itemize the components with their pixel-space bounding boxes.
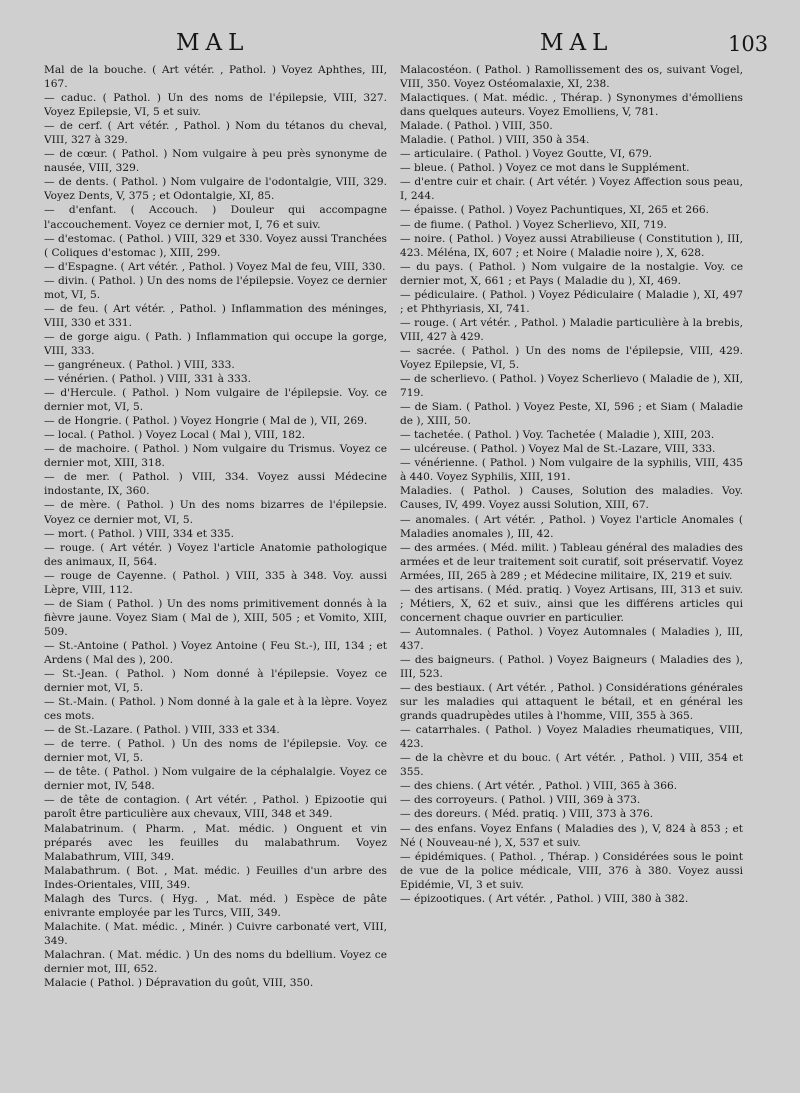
index-entry: Malacostéon. ( Pathol. ) Ramollissement des os, suivant Vogel, VIII, 350. Voyez Ostéomalaxie, XI, 238. (400, 64, 743, 91)
index-entry: — d'entre cuir et chair. ( Art vétér. ) Voyez Affection sous peau, I, 244. (400, 176, 743, 203)
index-entry: — des artisans. ( Méd. pratiq. ) Voyez Artisans, III, 313 et suiv. ; Métiers, X, 62 et suiv., ainsi que les différens articles qui concernent chaque ouvrier en particulier. (400, 583, 743, 624)
index-entry: Malacie ( Pathol. ) Dépravation du goût, VIII, 350. (44, 977, 314, 990)
left-column (44, 63, 387, 1073)
index-entry: — catarrhales. ( Pathol. ) Voyez Maladies rheumatiques, VIII, 423. (400, 724, 743, 751)
index-entry: — pédiculaire. ( Pathol. ) Voyez Pédiculaire ( Maladie ), XI, 497 ; et Phthyriasis, XI, 741. (400, 288, 743, 315)
index-entry: Maladie. ( Pathol. ) VIII, 350 à 354. (400, 134, 590, 147)
index-entry: Maladies. ( Pathol. ) Causes, Solution des maladies. Voy. Causes, IV, 499. Voyez aussi Solution, XIII, 67. (400, 485, 743, 512)
running-head-left: MAL (176, 30, 250, 56)
index-entry: Malachran. ( Mat. médic. ) Un des noms du bdellium. Voyez ce dernier mot, III, 652. (44, 948, 387, 975)
index-entry: — des bestiaux. ( Art vétér. , Pathol. ) Considérations générales sur les maladies qui attaquent le bétail, et en général les grands quadrupèdes utiles à l'homme, VIII, 355 à 365. (400, 682, 743, 723)
index-entry: — mort. ( Pathol. ) VIII, 334 et 335. (44, 527, 234, 540)
page-number: 103 (728, 32, 769, 56)
index-entry: Malachite. ( Mat. médic. , Minér. ) Cuivre carbonaté vert, VIII, 349. (44, 920, 387, 947)
index-entry: — rouge. ( Art vétér. ) Voyez l'article Anatomie pathologique des animaux, II, 564. (44, 541, 387, 568)
index-entry: — des baigneurs. ( Pathol. ) Voyez Baigneurs ( Maladies des ), III, 523. (400, 653, 743, 681)
index-entry: — de scherlievo. ( Pathol. ) Voyez Scherlievo ( Maladie de ), XII, 719. (400, 373, 743, 400)
index-entry: — rouge. ( Art vétér. , Pathol. ) Maladie particulière à la brebis, VIII, 427 à 429. (400, 316, 743, 343)
index-entry: Malagh des Turcs. ( Hyg. , Mat. méd. ) Espèce de pâte enivrante employée par les Turcs, VIII, 349. (44, 892, 387, 919)
index-entry: — de cœur. ( Pathol. ) Nom vulgaire à peu près synonyme de nausée, VIII, 329. (44, 148, 387, 175)
index-entry: — d'Hercule. ( Pathol. ) Nom vulgaire de l'épilepsie. Voy. ce dernier mot, VI, 5. (44, 387, 387, 414)
index-entry: — St.-Antoine ( Pathol. ) Voyez Antoine ( Feu St.-), III, 134 ; et Ardens ( Mal des ), 200. (44, 639, 387, 666)
index-entry: — local. ( Pathol. ) Voyez Local ( Mal ), VIII, 182. (44, 429, 306, 442)
right-column (400, 63, 743, 1063)
index-entry: — épaisse. ( Pathol. ) Voyez Pachuntiques, XI, 265 et 266. (400, 204, 709, 217)
index-entry: — de mer. ( Pathol. ) VIII, 334. Voyez aussi Médecine indostante, IX, 360. (44, 471, 387, 498)
index-entry: — d'Espagne. ( Art vétér. , Pathol. ) Voyez Mal de feu, VIII, 330. (44, 260, 386, 273)
index-entry: — de feu. ( Art vétér. , Pathol. ) Inflammation des méninges, VIII, 330 et 331. (44, 302, 387, 329)
index-entry: — noire. ( Pathol. ) Voyez aussi Atrabilieuse ( Constitution ), III, 423. Méléna, IX, 607 ; et Noire ( Maladie noire ), X, 628. (400, 232, 743, 259)
index-entry: — d'estomac. ( Pathol. ) VIII, 329 et 330. Voyez aussi Tranchées ( Coliques d'estomac ), XIII, 299. (44, 232, 387, 259)
index-entry: — de tête de contagion. ( Art vétér. , Pathol. ) Epizootie qui paroît être particulière aux chevaux, VIII, 348 et 349. (44, 794, 387, 821)
index-entry: Malade. ( Pathol. ) VIII, 350. (400, 120, 553, 133)
index-entry: Mal de la bouche. ( Art vétér. , Pathol. ) Voyez Aphthes, III, 167. (44, 64, 387, 91)
index-entry: — caduc. ( Pathol. ) Un des noms de l'épilepsie, VIII, 327. Voyez Epilepsie, VI, 5 et suiv. (44, 92, 387, 119)
index-entry: — de gorge aigu. ( Path. ) Inflammation qui occupe la gorge, VIII, 333. (44, 330, 387, 357)
index-entry: — Automnales. ( Pathol. ) Voyez Automnales ( Maladies ), III, 437. (400, 625, 743, 652)
index-entry: — d'enfant. ( Accouch. ) Douleur qui accompagne l'accouchement. Voyez ce dernier mot, I, 76 et suiv. (44, 204, 387, 231)
index-entry: Malabatrinum. ( Pharm. , Mat. médic. ) Onguent et vin préparés avec les feuilles du malabathrum. Voyez Malabathrum, VIII, 349. (44, 822, 387, 863)
index-entry: — de Siam ( Pathol. ) Un des noms primitivement donnés à la fièvre jaune. Voyez Siam ( Mal de ), XIII, 505 ; et Vomito, XIII, 509. (44, 597, 387, 638)
index-entry: — des corroyeurs. ( Pathol. ) VIII, 369 à 373. (400, 794, 641, 807)
index-entry: — sacrée. ( Pathol. ) Un des noms de l'épilepsie, VIII, 429. Voyez Epilepsie, VI, 5. (400, 344, 743, 371)
index-entry: — de Hongrie. ( Pathol. ) Voyez Hongrie ( Mal de ), VII, 269. (44, 415, 368, 428)
index-entry: — ulcéreuse. ( Pathol. ) Voyez Mal de St.-Lazare, VIII, 333. (400, 443, 716, 456)
index-entry: — divin. ( Pathol. ) Un des noms de l'épilepsie. Voyez ce dernier mot, VI, 5. (44, 274, 387, 301)
index-entry: — épizootiques. ( Art vétér. , Pathol. ) VIII, 380 à 382. (400, 892, 689, 905)
index-entry: — articulaire. ( Pathol. ) Voyez Goutte, VI, 679. (400, 148, 653, 161)
index-entry: — St.-Main. ( Pathol. ) Nom donné à la gale et à la lèpre. Voyez ces mots. (44, 696, 387, 723)
index-entry: — de la chèvre et du bouc. ( Art vétér. , Pathol. ) VIII, 354 et 355. (400, 752, 743, 779)
index-entry: — vénérien. ( Pathol. ) VIII, 331 à 333. (44, 373, 251, 386)
index-entry: — gangréneux. ( Pathol. ) VIII, 333. (44, 358, 235, 371)
index-entry: Malactiques. ( Mat. médic. , Thérap. ) Synonymes d'émolliens dans quelques auteurs. Voyez Emolliens, V, 781. (400, 92, 743, 119)
index-entry: — rouge de Cayenne. ( Pathol. ) VIII, 335 à 348. Voy. aussi Lèpre, VIII, 112. (44, 569, 387, 596)
index-entry: — de tête. ( Pathol. ) Nom vulgaire de la céphalalgie. Voyez ce dernier mot, IV, 548. (44, 766, 387, 793)
index-entry: — anomales. ( Art vétér. , Pathol. ) Voyez l'article Anomales ( Maladies anomales ), III, 42. (400, 513, 743, 540)
index-entry: — des armées. ( Méd. milit. ) Tableau général des maladies des armées et de leur traitement soit curatif, soit préservatif. Voyez Armées, III, 265 à 289 ; et Médecine militaire, IX, 219 et suiv. (400, 541, 743, 582)
index-entry: — de Siam. ( Pathol. ) Voyez Peste, XI, 596 ; et Siam ( Maladie de ), XIII, 50. (400, 401, 743, 428)
index-entry: — bleue. ( Pathol. ) Voyez ce mot dans le Supplément. (400, 162, 690, 175)
index-entry: Malabathrum. ( Bot. , Mat. médic. ) Feuilles d'un arbre des Indes-Orientales, VIII, 349. (44, 864, 387, 891)
index-entry: — des doreurs. ( Méd. pratiq. ) VIII, 373 à 376. (400, 808, 654, 821)
index-entry: — du pays. ( Pathol. ) Nom vulgaire de la nostalgie. Voy. ce dernier mot, X, 661 ; et Pays ( Maladie du ), XI, 469. (400, 260, 743, 287)
index-entry: — de fiume. ( Pathol. ) Voyez Scherlievo, XII, 719. (400, 218, 667, 231)
index-entry: — de machoire. ( Pathol. ) Nom vulgaire du Trismus. Voyez ce dernier mot, XIII, 318. (44, 443, 387, 470)
index-entry: — tachetée. ( Pathol. ) Voy. Tachetée ( Maladie ), XIII, 203. (400, 429, 715, 442)
index-entry: — vénérienne. ( Pathol. ) Nom vulgaire de la syphilis, VIII, 435 à 440. Voyez Syphilis, XIII, 191. (400, 457, 743, 484)
running-head-right: MAL (540, 30, 614, 56)
index-entry: — de dents. ( Pathol. ) Nom vulgaire de l'odontalgie, VIII, 329. Voyez Dents, V, 375 ; et Odontalgie, XI, 85. (44, 176, 387, 203)
index-entry: — de St.-Lazare. ( Pathol. ) VIII, 333 et 334. (44, 724, 280, 737)
index-entry: — de cerf. ( Art vétér. , Pathol. ) Nom du tétanos du cheval, VIII, 327 à 329. (44, 120, 387, 147)
index-entry: — de terre. ( Pathol. ) Un des noms de l'épilepsie. Voy. ce dernier mot, VI, 5. (44, 738, 387, 765)
index-entry: — St.-Jean. ( Pathol. ) Nom donné à l'épilepsie. Voyez ce dernier mot, VI, 5. (44, 668, 387, 695)
index-entry: — des enfans. Voyez Enfans ( Maladies des ), V, 824 à 853 ; et Né ( Nouveau-né ), X, 537 et suiv. (400, 822, 743, 849)
page-header (0, 30, 800, 58)
index-entry: — épidémiques. ( Pathol. , Thérap. ) Considérées sous le point de vue de la police médicale, VIII, 376 à 380. Voyez aussi Epidémie, VI, 3 et suiv. (400, 850, 743, 891)
index-entry: — de mère. ( Pathol. ) Un des noms bizarres de l'épilepsie. Voyez ce dernier mot, VI, 5. (44, 499, 387, 526)
index-entry: — des chiens. ( Art vétér. , Pathol. ) VIII, 365 à 366. (400, 780, 678, 793)
